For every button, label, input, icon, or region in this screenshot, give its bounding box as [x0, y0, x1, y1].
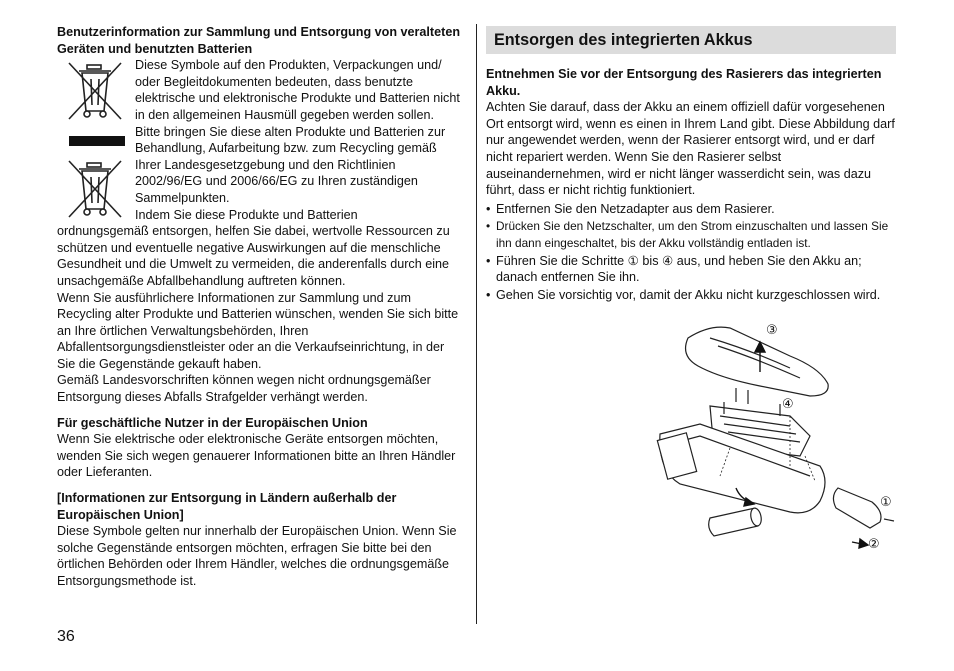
shaver-disassembly-illustration: [640, 316, 900, 561]
disposal-benefit-start: Indem Sie diese Produkte und Batterien: [135, 207, 358, 222]
outside-eu-heading: [Informationen zur Entsorgung in Ländern außerhalb der Europäischen Union]: [57, 491, 397, 522]
instruction-list: [486, 201, 896, 304]
outside-eu-text: Diese Symbole gelten nur innerhalb der Europäischen Union. Wenn Sie solche Gegenstände entsorgen möchten, erfragen Sie bitte bei den örtlichen Behörden oder Ihrem Händler, welches die ordnungsgemäße Entsorgungsmethode ist.: [57, 524, 457, 588]
more-info-text: Wenn Sie ausführlichere Informationen zur Sammlung und zum Recycling alter Produkte und Batterien wünschen, wenden Sie sich bitte an Ihre örtlichen Verwaltungsbehörden, Ihren Abfallentsorgungsdienstleister oder an die Verkaufseinrichtung, in der Sie die Gegenstände gekauft haben.: [57, 290, 459, 371]
list-item: • Drücken Sie den Netzschalter, um den Strom einzuschalten und lassen Sie ihn dann eingeschaltet, bis der Akku vollständig entladen ist.: [486, 218, 896, 251]
step1-label: ①: [880, 495, 892, 510]
symbol-column: [57, 57, 135, 223]
crossed-bin-battery-icon: [65, 157, 125, 221]
list-item: • Entfernen Sie den Netzadapter aus dem Rasierer.: [486, 201, 896, 218]
collection-points-text: Bitte bringen Sie diese alten Produkte und Batterien zur Behandlung, Aufarbeitung bzw. zum Recycling gemäß Ihrer Landesgesetzgebung und den Richtlinien 2002/96/EG und 2006/66/EG zu Ihren zuständigen Sammelpunkten.: [135, 124, 446, 205]
step2-label: ②: [868, 537, 880, 552]
symbols-text: [135, 57, 465, 223]
battery-shape: [709, 507, 763, 536]
list-item: • Führen Sie die Schritte ① bis ④ aus, und heben Sie den Akku an; danach entfernen Sie ihn.: [486, 253, 896, 286]
step4-label: ④: [782, 397, 794, 412]
section-title-text: Entsorgen des integrierten Akkus: [494, 30, 753, 49]
battery-removal-heading: Entnehmen Sie vor der Entsorgung des Rasierers das integrierten Akku.: [486, 67, 882, 98]
step3-label: ③: [766, 323, 778, 338]
penalty-text: Gemäß Landesvorschriften können wegen nicht ordnungsgemäßer Entsorgung dieses Abfalls Strafgelder verhängt werden.: [57, 373, 431, 405]
separator-bar: [69, 136, 125, 146]
eu-business-block: [57, 415, 465, 481]
right-column: [486, 26, 896, 303]
crossed-bin-icon: [65, 59, 125, 123]
outside-eu-block: [57, 490, 465, 590]
page-number: 36: [57, 628, 75, 645]
left-column: [57, 24, 465, 590]
eu-business-text: Wenn Sie elektrische oder elektronische Geräte entsorgen möchten, wenden Sie sich wegen genauerer Informationen bitte an Ihren Händler oder Lieferanten.: [57, 432, 456, 480]
symbols-block: [57, 57, 465, 223]
disposal-benefit-text: ordnungsgemäß entsorgen, helfen Sie dabei, wertvolle Ressourcen zu schützen und eventuelle negative Auswirkungen auf die menschliche Gesundheit und die Umwelt zu vermeiden, die anderenfalls durch eine unsachgemäße Abfallbehandlung auftreten können.: [57, 224, 450, 288]
top-cover-shape: [686, 327, 829, 396]
column-divider: [476, 24, 477, 624]
section-title: [486, 26, 896, 54]
eu-business-heading: Für geschäftliche Nutzer in der Europäischen Union: [57, 415, 368, 430]
list-item: • Gehen Sie vorsichtig vor, damit der Akku nicht kurzgeschlossen wird.: [486, 287, 896, 304]
disposal-heading: Benutzerinformation zur Sammlung und Entsorgung von veralteten Geräten und benutzten Batterien: [57, 25, 461, 56]
symbols-meaning-text: Diese Symbole auf den Produkten, Verpackungen und/ oder Begleitdokumenten bedeuten, dass benutzte elektrische und elektronische Produkte und Batterien nicht in den allgemeinen Hausmüll gegeben werden sollen.: [135, 58, 460, 122]
battery-intro-text: Achten Sie darauf, dass der Akku an einem offiziell dafür vorgesehenen Ort entsorgt wird, wenn es einen in Ihrem Land gibt. Diese Abbildung darf nur angewendet werden, wenn der Rasierer entsorgt wird, und er darf nicht repariert werden. Wenn Sie den Rasierer selbst auseinandernehmen, wird er nicht länger wasserdicht sein, was dazu führt, dass er nicht richtig funktioniert.: [486, 100, 895, 198]
end-cap-shape: [833, 488, 881, 528]
